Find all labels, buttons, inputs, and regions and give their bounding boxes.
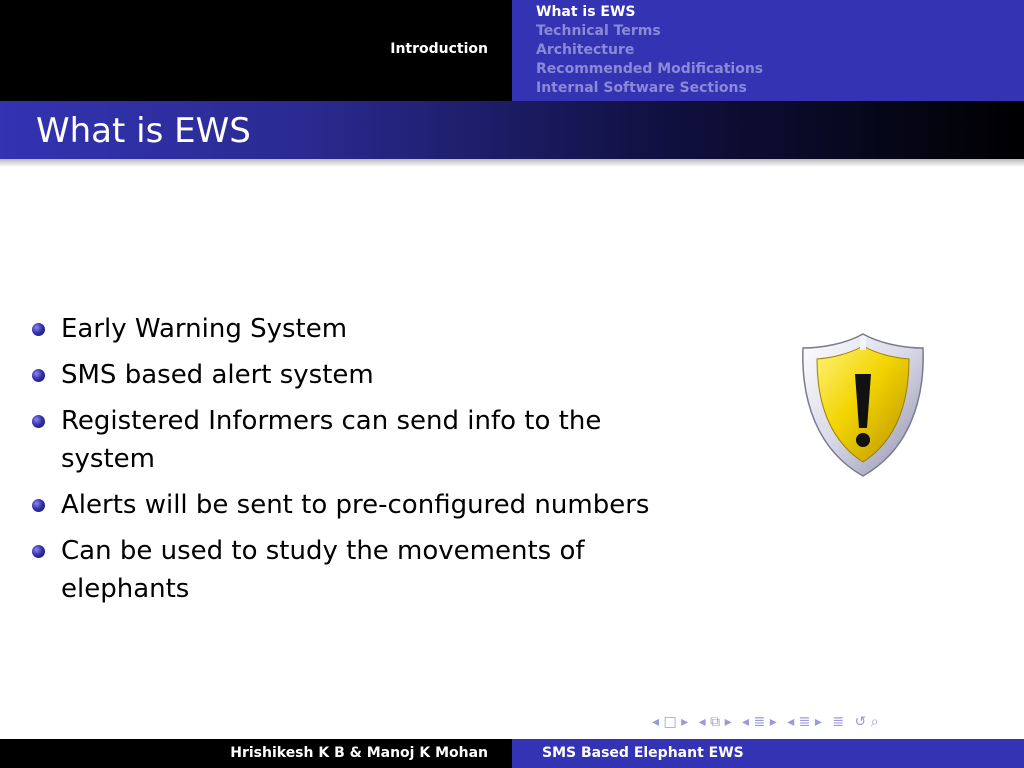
footline	[0, 739, 1024, 768]
bullet-item	[30, 532, 670, 608]
warning-shield-icon	[797, 330, 929, 480]
bullet-dot-icon	[32, 415, 45, 428]
navigation-symbols	[652, 714, 1022, 736]
nav-subsection-technical-terms[interactable]: Technical Terms	[536, 23, 661, 39]
bullet-text: Early Warning System	[61, 314, 348, 344]
nav-subsection-what-is-ews[interactable]: What is EWS	[536, 4, 636, 20]
bullet-dot-icon	[32, 369, 45, 382]
bullet-item	[30, 310, 670, 348]
bullet-text: SMS based alert system	[61, 360, 374, 390]
footer-short-title: SMS Based Elephant EWS	[542, 745, 744, 761]
nav-subsection-architecture[interactable]: Architecture	[536, 42, 635, 58]
frame-title: What is EWS	[36, 111, 251, 151]
bullet-dot-icon	[32, 545, 45, 558]
bullet-dot-icon	[32, 323, 45, 336]
header-section-panel	[0, 0, 512, 101]
nav-section-icon[interactable]: ◂ ≣ ▸	[742, 714, 777, 730]
bullet-list	[30, 310, 670, 616]
bullet-dot-icon	[32, 499, 45, 512]
title-shadow	[0, 159, 1024, 167]
bullet-item	[30, 486, 670, 524]
nav-subsection-internal-software-sections[interactable]: Internal Software Sections	[536, 80, 747, 96]
footer-authors: Hrishikesh K B & Manoj K Mohan	[230, 745, 488, 761]
nav-subsection-icon[interactable]: ◂ ⧉ ▸	[698, 714, 732, 730]
nav-subsection-recommended-modifications[interactable]: Recommended Modifications	[536, 61, 764, 77]
nav-document-icon[interactable]: ◂ ≣ ▸	[787, 714, 822, 730]
bullet-item	[30, 402, 670, 478]
header-navigation	[0, 0, 1024, 101]
nav-search-back-icon[interactable]: ↺ ⌕	[854, 714, 879, 730]
bullet-item	[30, 356, 670, 394]
bullet-text: Can be used to study the movements of elephants	[61, 536, 585, 604]
header-subsection-panel	[512, 0, 1024, 101]
bullet-text: Registered Informers can send info to the system	[61, 406, 602, 474]
frame-title-bar	[0, 101, 1024, 159]
nav-section-introduction[interactable]: Introduction	[390, 41, 488, 57]
footline-title-panel	[512, 739, 1024, 768]
nav-appendix-icon[interactable]: ≣	[832, 714, 845, 730]
bullet-text: Alerts will be sent to pre-configured numbers	[61, 490, 650, 520]
nav-frame-icon[interactable]: ◂ □ ▸	[652, 714, 689, 730]
footline-author-panel	[0, 739, 512, 768]
